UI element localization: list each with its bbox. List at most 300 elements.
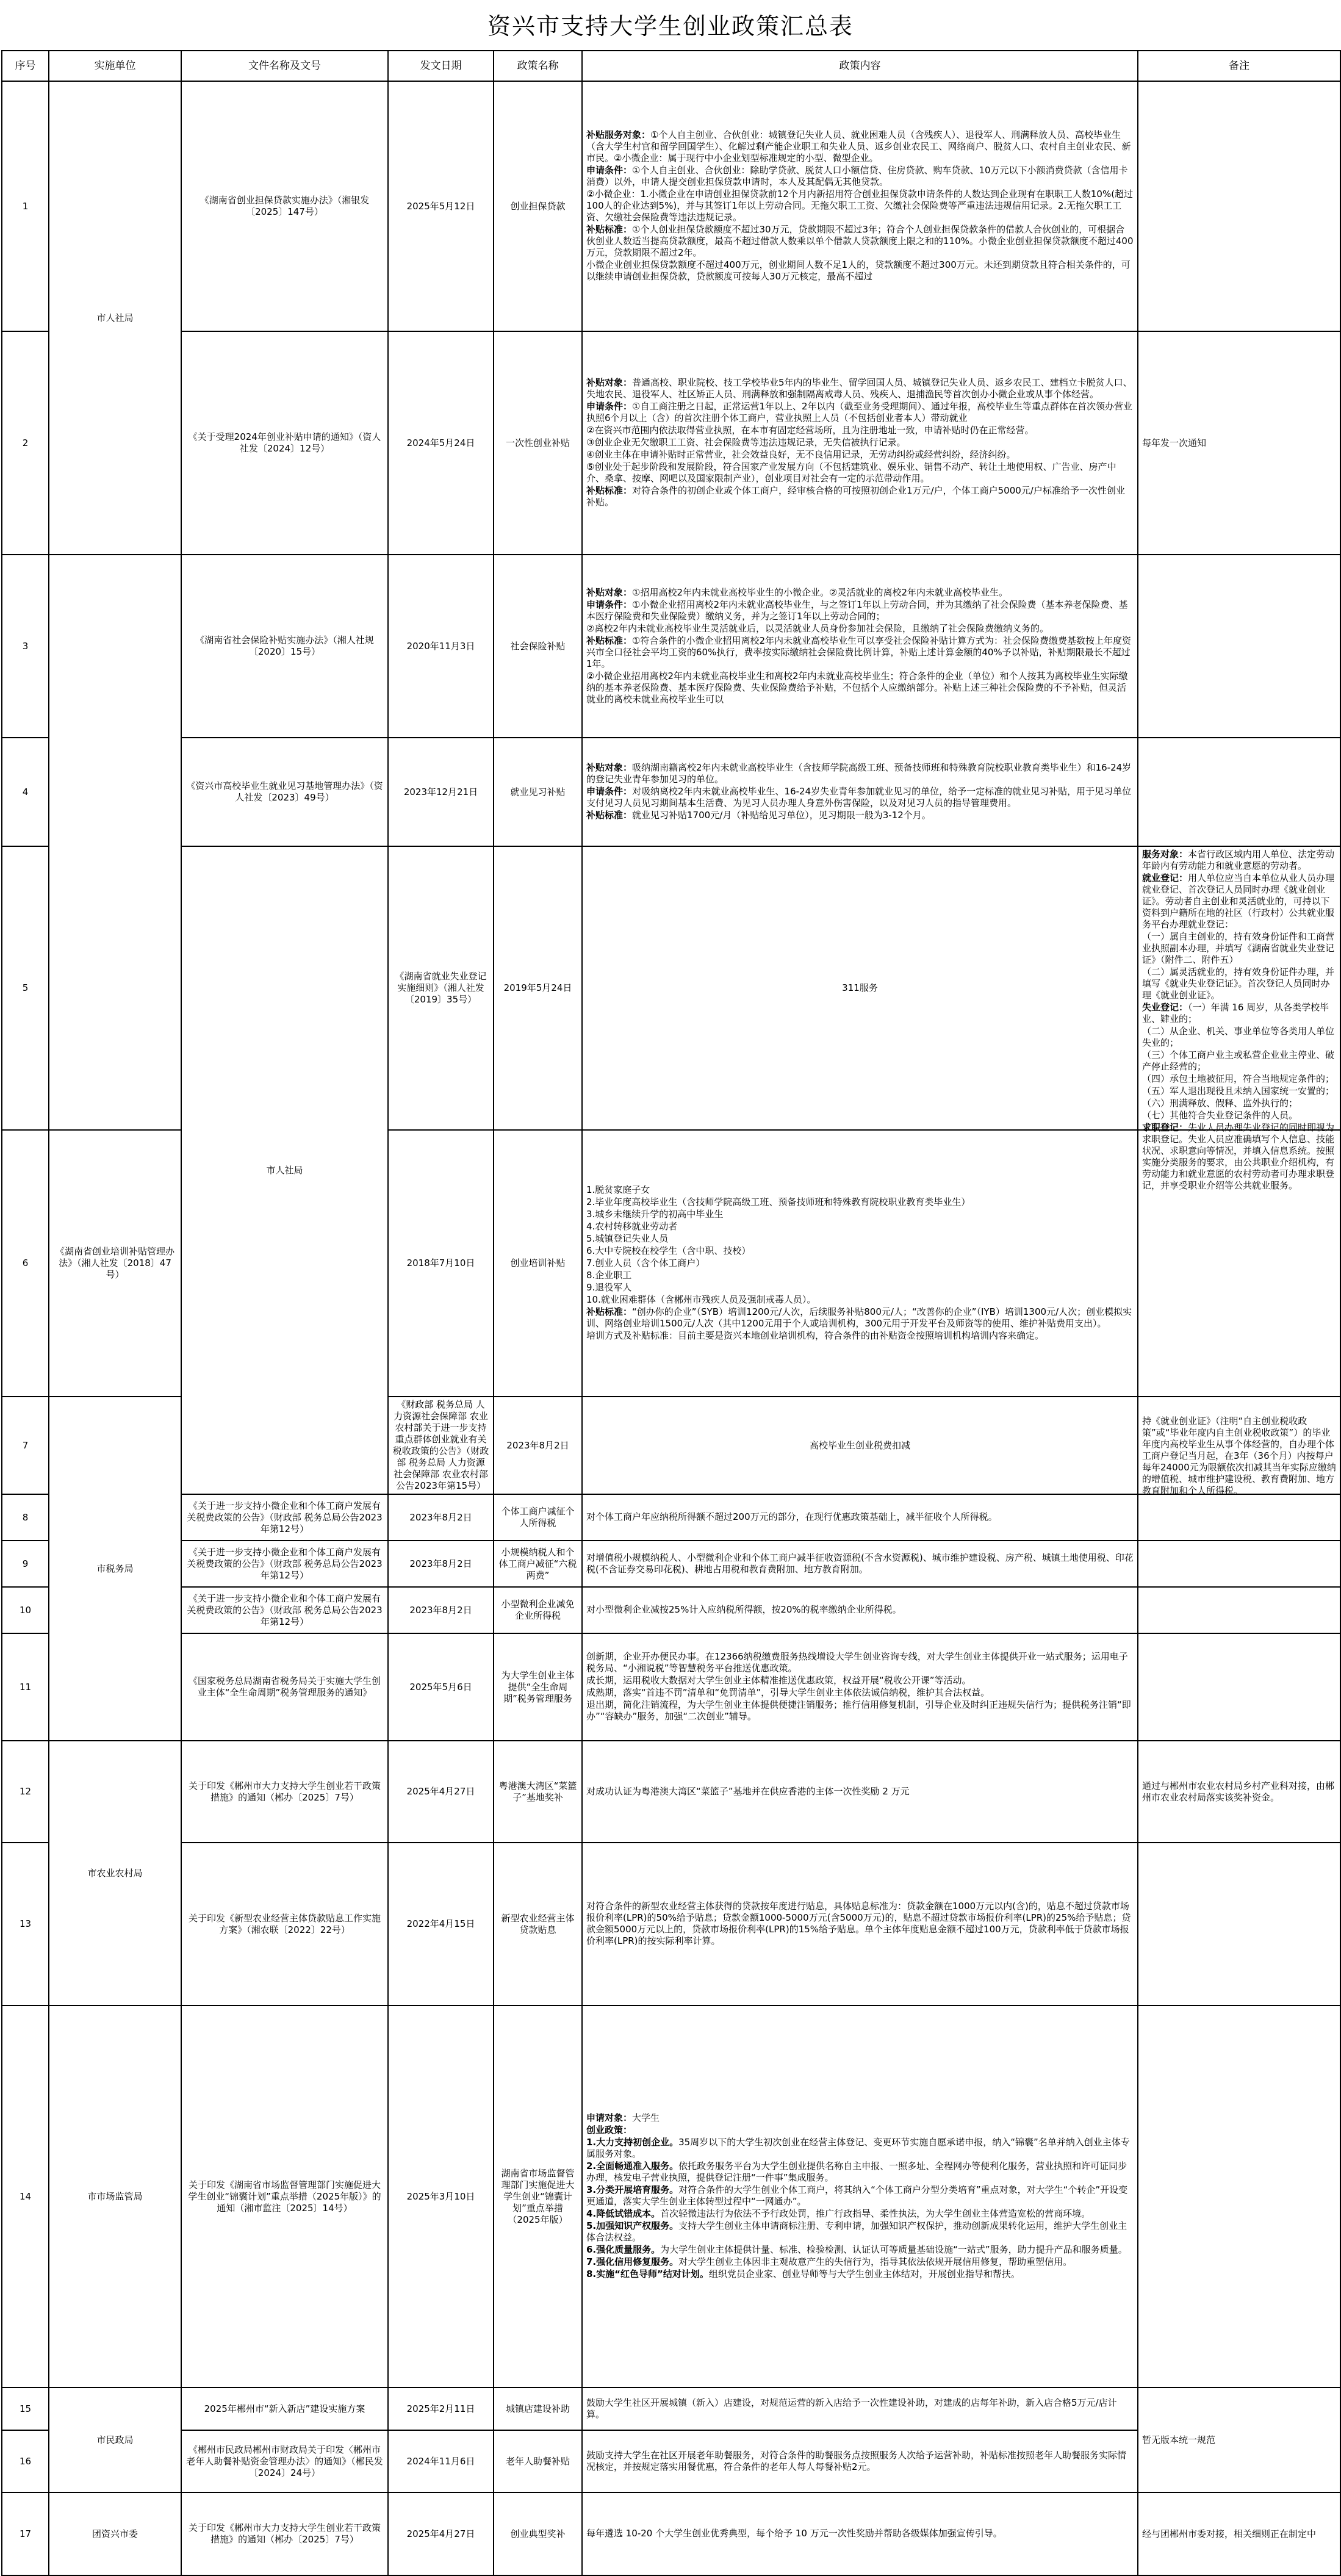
table-row (2, 1587, 1340, 1633)
content-label: 失业登记： (1142, 1002, 1188, 1013)
content-paragraph (1142, 1002, 1336, 1025)
content-text: （七）其他符合失业登记条件的人员。 (1142, 1110, 1298, 1121)
content-paragraph (586, 2528, 1134, 2539)
table-row (2, 738, 1340, 846)
content-text: （一）属自主创业的，持有效身份证件和工商营业执照副本办理，并填写《湖南省就业失业登记证》（附件二、附件五） (1142, 931, 1335, 965)
content-text: 大学生 (632, 2112, 660, 2123)
page-title: 资兴市支持大学生创业政策汇总表 (487, 13, 854, 40)
content-paragraph (586, 1901, 1134, 1947)
table-row (2, 1843, 1340, 2006)
content-paragraph (586, 1257, 1134, 1269)
content-paragraph (1142, 849, 1336, 872)
table-row (2, 2387, 1340, 2430)
content-paragraph (586, 224, 1134, 259)
content-paragraph (1142, 966, 1336, 1001)
cell-no: 3 (2, 555, 49, 738)
content-text: 2.毕业年度高校毕业生（含技师学院高级工班、预备技师班和特殊教育院校职业教育类毕业生） (586, 1196, 971, 1207)
content-label: 申请条件： (586, 165, 633, 176)
cell-no: 11 (2, 1633, 49, 1741)
cell-content (582, 1130, 1138, 1397)
content-block (586, 1651, 1134, 1722)
cell-doc: 《湖南省社会保险补贴实施办法》（湘人社规〔2020〕15号） (181, 555, 388, 738)
cell-policy: 就业见习补贴 (494, 738, 582, 846)
cell-doc: 《郴州市民政局郴州市财政局关于印发〈郴州市老年人助餐补贴资金管理办法〉的通知》（郴民发〔2024〕24号） (181, 2430, 388, 2492)
content-text: 对大学生创业主体因非主观故意产生的失信行为，指导其依法依规开展信用修复，帮助重塑信用。 (678, 2256, 1073, 2267)
content-label: 创业政策： (586, 2124, 633, 2135)
cell-date: 2023年8月2日 (388, 1541, 494, 1587)
content-label: 申请条件： (586, 401, 633, 412)
content-text: ①符合条件的小微企业招用离校2年内未就业高校毕业生可以享受社会保险补贴计算方式为：社会保险费缴费基数按上年度资兴市全口径社会平均工资的60%执行，费率按实际缴纳社会保险费比例计算，补贴上述计算金额的40%予以补贴，补贴期限最长不超过1年。 (586, 635, 1132, 669)
cell-content (582, 1494, 1138, 1541)
content-text: （一）年满 16 周岁，从各类学校毕业、肄业的； (1142, 1002, 1329, 1024)
cell-date: 2024年5月24日 (388, 331, 494, 555)
content-text: 小微企业创业担保贷款额度不超过400万元，创业期间人数不足1人的，贷款额度不超过300万元。未还到期贷款且符合相关条件的，可以继续申请创业担保贷款，贷款额度可按每人30万元核定，最高不超过 (586, 259, 1131, 282)
content-paragraph (1142, 1073, 1336, 1085)
cell-no: 12 (2, 1741, 49, 1843)
header-content: 政策内容 (582, 51, 1138, 81)
content-label: 补贴标准： (586, 635, 633, 646)
cell-unit: 市税务局 (49, 1397, 181, 1741)
cell-no: 2 (2, 331, 49, 555)
content-paragraph (586, 1184, 1134, 1196)
cell-content (582, 738, 1138, 846)
content-text: （二）属灵活就业的，持有效身份证件办理，并填写《就业失业登记证》。首次登记人员同时办理《就业创业证》。 (1142, 966, 1335, 1001)
content-paragraph (586, 587, 1134, 599)
cell-note (1138, 555, 1340, 738)
cell-content (582, 1633, 1138, 1741)
content-paragraph (586, 377, 1134, 400)
cell-date: 2023年12月21日 (388, 738, 494, 846)
cell-note (1138, 1587, 1340, 1633)
content-paragraph (586, 1209, 1134, 1220)
cell-policy: 创业培训补贴 (494, 1130, 582, 1397)
content-paragraph (586, 2220, 1134, 2243)
cell-note (1138, 738, 1340, 846)
cell-unit: 市市场监管局 (49, 2006, 181, 2387)
cell-content (1138, 1397, 1340, 1494)
cell-no: 4 (2, 738, 49, 846)
content-text: （三）个体工商户业主或私营企业业主停业、破产停止经营的； (1142, 1049, 1335, 1072)
cell-unit: 市民政局 (49, 2387, 181, 2492)
cell-no: 1 (2, 81, 49, 331)
content-text: 成熟期，落实“首违不罚”清单和“免罚清单”，引导大学生创业主体依法诚信纳税，维护其合法权益。 (586, 1687, 990, 1698)
content-text: ②小微企业：1.小微企业在申请创业担保贷款前12个月内新招用符合创业担保贷款申请条件的人数达到企业现有在职职工人数10%(超过100人的企业达到5%)，并与其签订1年以上劳动合同。无拖欠职工工资、欠缴社会保险费等严重违法违规信用记录。2.无拖欠职工工资、欠缴社会保险费等违法违规记录。 (586, 189, 1134, 223)
content-text: ①个人创业担保贷款额度不超过30万元，贷款期限不超过3年；符合个人创业担保贷款条件的借款人合伙创业的，可根据合伙创业人数适当提高贷款额度，最高不超过借款人数乘以单个借款人贷款额度上限之和的110%。小微企业创业担保贷款额度不超过400万元，贷款期限不超过2年。 (586, 224, 1134, 258)
cell-doc: 《国家税务总局湖南省税务局关于实施大学生创业主体“全生命周期”税务管理服务的通知》 (181, 1633, 388, 1741)
content-paragraph (586, 1306, 1134, 1329)
content-paragraph (586, 2184, 1134, 2207)
content-text: 吸纳湖南籍离校2年内未就业高校毕业生（含技师学院高级工班、预备技师班和特殊教育院校职业教育类毕业生）和16-24岁的登记失业青年参加见习的单位。 (586, 762, 1132, 785)
cell-date: 2024年11月6日 (388, 2430, 494, 2492)
content-label: 4.降低试错成本。 (586, 2208, 661, 2219)
content-text: 5.城镇登记失业人员 (586, 1233, 669, 1244)
cell-note (1138, 1494, 1340, 1541)
content-paragraph (586, 623, 1134, 635)
cell-date: 2025年5月12日 (388, 81, 494, 331)
table-body (2, 81, 1340, 2575)
cell-unit (49, 555, 181, 1130)
content-text: 培训方式及补贴标准：目前主要是资兴本地创业培训机构，符合条件的由补贴资金按照培训机构培训内容来确定。 (586, 1330, 1044, 1341)
cell-no: 14 (2, 2006, 49, 2387)
content-text: 对符合条件的初创企业或个体工商户，经审核合格的可按照初创企业1万元/户，个体工商户5000元/户标准给予一次性创业补贴。 (586, 485, 1125, 508)
content-paragraph (586, 1330, 1134, 1342)
cell-no: 6 (2, 1130, 49, 1397)
cell-note (1138, 2006, 1340, 2387)
header-date: 发文日期 (388, 51, 494, 81)
content-paragraph (586, 1294, 1134, 1306)
content-label: 申请对象： (586, 2112, 633, 2123)
content-paragraph (1142, 1110, 1336, 1121)
cell-content (582, 2430, 1138, 2492)
cell-policy: 老年人助餐补贴 (494, 2430, 582, 2492)
cell-date: 2025年4月27日 (388, 2492, 494, 2575)
content-text: ①自工商注册之日起，正常运营1年以上、2年以内（截至业务受理期间）、通过年报，高校毕业生等重点群体在首次领办营业执照6个月以上（含）的首次注册个体工商户，营业执照上人员（不包括创业者本人）带动就业 (586, 401, 1133, 423)
cell-date: 2023年8月2日 (388, 1587, 494, 1633)
content-label: 6.强化质量服务。 (586, 2244, 661, 2255)
content-text: 对符合条件的新型农业经营主体获得的贷款按年度进行贴息，具体贴息标准为：贷款金额在1000万元以内(含)的，贴息不超过贷款市场报价利率(LPR)的50%给予贴息；贷款金额1000-5000万元(含5000万元)的，贴息不超过贷款市场报价利率(LPR)的25%给予贴息；贷款金额5000万元以上的，贷款市场报价利率(LPR)的15%给予贴息。单个主体年度贴息金额不超过100万元，贷款利率低于贷款市场报价利率(LPR)的按实际利率计算。 (586, 1901, 1131, 1946)
cell-content (582, 2387, 1138, 2430)
content-paragraph (586, 1270, 1134, 1281)
content-paragraph (586, 1604, 1134, 1616)
content-label: 就业登记： (1142, 872, 1188, 883)
content-paragraph (586, 2160, 1134, 2184)
cell-no: 16 (2, 2430, 49, 2492)
content-block (586, 1552, 1134, 1575)
content-text: 每年遴选 10-20 个大学生创业优秀典型，每个给予 10 万元一次性奖励并帮助各级媒体加强宣传引导。 (586, 2528, 1002, 2539)
cell-note: 通过与郴州市农业农村局乡村产业科对接，由郴州市农业农村局落实该奖补资金。 (1138, 1741, 1340, 1843)
content-block (586, 762, 1134, 821)
content-paragraph (1142, 1098, 1336, 1109)
content-paragraph (586, 1786, 1134, 1797)
content-text: ①招用高校2年内未就业高校毕业生的小微企业。②灵活就业的离校2年内未就业高校毕业生。 (632, 586, 1008, 598)
cell-no: 15 (2, 2387, 49, 2430)
cell-policy: 小规模纳税人和个体工商户减征“六税两费” (494, 1541, 582, 1587)
cell-policy: 湖南省市场监督管理部门实施促进大学生创业“锦囊计划”重点举措（2025年版） (494, 2006, 582, 2387)
content-block (586, 1604, 1134, 1616)
content-text: 9.退役军人 (586, 1282, 632, 1293)
content-paragraph (586, 635, 1134, 670)
content-paragraph (586, 786, 1134, 809)
content-paragraph (1142, 1049, 1336, 1073)
cell-note: 暂无版本统一规范 (1138, 2387, 1340, 2492)
content-text: （二）从企业、机关、事业单位等各类用人单位失业的； (1142, 1026, 1335, 1048)
content-text: 本省行政区域内用人单位、法定劳动年龄内有劳动能力和就业意愿的劳动者。 (1142, 849, 1335, 871)
cell-doc: 关于印发《郴州市大力支持大学生创业若干政策措施》的通知（郴办〔2025〕7号） (181, 2492, 388, 2575)
content-paragraph (586, 2268, 1134, 2280)
content-text: 对个体工商户年应纳税所得额不超过200万元的部分，在现行优惠政策基础上，减半征收个人所得税。 (586, 1511, 998, 1522)
content-label: 补贴对象： (586, 762, 633, 773)
content-label: 申请条件： (586, 599, 633, 610)
content-text: ②小微企业招用离校2年内未就业高校毕业生和离校2年内未就业高校毕业生；符合条件的企业（单位）和个人按其为离校毕业生实际缴纳的基本养老保险费、基本医疗保险费、失业保险费给予补贴，不包括个人应缴纳部分。补贴上述三种社会保险费的不予补贴，但灵活就业的离校未就业高校毕业生可以 (586, 670, 1128, 705)
content-text: ⑤创业处于起步阶段和发展阶段，符合国家产业发展方向（不包括建筑业、娱乐业、销售不动产、转让土地使用权、广告业、房产中介、桑拿、按摩、网吧以及国家限制产业），创业项目对社会有一定的示范带动作用。 (586, 461, 1116, 484)
content-paragraph (586, 2124, 1134, 2136)
content-block (586, 1786, 1134, 1797)
table-row (2, 555, 1340, 738)
content-paragraph (586, 1675, 1134, 1686)
content-text: ①个人自主创业、合伙创业：城镇登记失业人员、就业困难人员（含残疾人）、退役军人、刑满释放人员、高校毕业生（含大学生村官和留学回国学生）、化解过剩产能企业职工和失业人员、返乡创业农民工、网络商户、脱贫人口、农村自主创业农民、新市民。②小微企业：属于现行中小企业划型标准规定的小型、微型企业。 (586, 129, 1131, 164)
content-text: ②离校2年内未就业高校毕业生灵活就业后，以灵活就业人员身份参加社会保险，且缴纳了社会保险费缴纳义务的。 (586, 622, 1049, 634)
content-label: 1.大力支持初创企业。 (586, 2137, 679, 2148)
cell-no: 5 (2, 846, 49, 1130)
content-paragraph (586, 461, 1134, 484)
cell-content (582, 555, 1138, 738)
cell-content (582, 2006, 1138, 2387)
cell-note (1138, 1541, 1340, 1587)
content-paragraph (1142, 931, 1336, 966)
cell-note: 每年发一次通知 (1138, 331, 1340, 555)
content-block (1142, 1416, 1336, 1496)
content-label: 服务对象： (1142, 849, 1188, 860)
table-row (2, 2006, 1340, 2387)
cell-no: 10 (2, 1587, 49, 1633)
cell-doc: 《湖南省创业担保贷款实施办法》（湘银发〔2025〕147号） (181, 81, 388, 331)
content-text: 1.脱贫家庭子女 (586, 1184, 650, 1195)
content-label: 补贴对象： (586, 377, 633, 388)
content-text: 为大学生创业主体提供计量、标准、检验检测、认证认可等质量基础设施“一站式”服务，助力提升产品和服务质量。 (660, 2244, 1127, 2255)
content-paragraph (586, 2137, 1134, 2160)
content-block (586, 2112, 1134, 2280)
table-row (2, 1494, 1340, 1541)
content-label: 7.强化信用修复服务。 (586, 2256, 679, 2267)
content-text: （五）军人退出现役且未纳入国家统一安置的； (1142, 1085, 1335, 1096)
content-text: 退出期，简化注销流程，为大学生创业主体提供便捷注销服务；推行信用修复机制，引导企业及时纠正违规失信行为；提供税务注销“即办”“容缺办”服务，加强“二次创业”辅导。 (586, 1699, 1131, 1722)
cell-note (1138, 81, 1340, 331)
content-text: ①个人自主创业、合伙创业：除助学贷款、脱贫人口小额信贷、住房贷款、购车贷款、10万元以下小额消费贷款（含信用卡消费）以外，申请人提交创业担保贷款申请时，本人及其配偶无其他贷款。 (586, 165, 1128, 187)
table-row (2, 846, 1340, 1130)
content-label: 申请条件： (586, 786, 633, 797)
cell-date: 2020年11月3日 (388, 555, 494, 738)
cell-unit: 团资兴市委 (49, 2492, 181, 2575)
table-row (2, 81, 1340, 331)
cell-policy: 粤港澳大湾区“菜篮子”基地奖补 (494, 1741, 582, 1843)
content-paragraph (586, 2256, 1134, 2268)
content-label: 补贴服务对象： (586, 129, 651, 140)
content-paragraph (586, 762, 1134, 785)
cell-date: 2025年3月10日 (388, 2006, 494, 2387)
content-paragraph (586, 485, 1134, 508)
cell-doc: 关于印发《新型农业经营主体贷款贴息工作实施方案》（湘农联〔2022〕22号） (181, 1843, 388, 2006)
table-header-row (2, 51, 1340, 81)
cell-note (1138, 1843, 1340, 2006)
header-policy: 政策名称 (494, 51, 582, 81)
cell-content (582, 1587, 1138, 1633)
cell-unit: 市人社局 (49, 81, 181, 555)
content-block (586, 2397, 1134, 2420)
content-paragraph (586, 1651, 1134, 1674)
content-label: 求职登记： (1142, 1122, 1188, 1133)
content-text: （四）承包土地被征用，符合当地规定条件的； (1142, 1073, 1335, 1084)
content-paragraph (586, 129, 1134, 164)
content-text: （六）刑满释放、假释、监外执行的； (1142, 1098, 1298, 1109)
cell-content (582, 2492, 1138, 2575)
content-paragraph (586, 599, 1134, 622)
cell-doc: 《湖南省创业培训补贴管理办法》（湘人社发〔2018〕47号） (49, 1130, 181, 1397)
cell-doc: 《关于进一步支持小微企业和个体工商户发展有关税费政策的公告》（财政部 税务总局公告2023年第12号） (181, 1587, 388, 1633)
content-paragraph (586, 165, 1134, 188)
content-text: 就业见习补贴1700元/月（补贴给见习单位），见习期限一般为3-12个月。 (632, 810, 931, 821)
content-text: ③创业企业无欠缴职工工资、社会保险费等违法违规记录，无失信被执行记录。 (586, 437, 906, 448)
content-text: 组织党员企业家、创业导师等与大学生创业主体结对，开展创业指导和帮扶。 (708, 2268, 1020, 2279)
content-paragraph (586, 1196, 1134, 1208)
cell-policy: 社会保险补贴 (494, 555, 582, 738)
content-text: 首次轻微违法行为依法不予行政处罚，推广行政指导、柔性执法，为大学生创业主体营造宽松的营商环境。 (660, 2208, 1091, 2219)
content-paragraph (586, 401, 1134, 424)
content-paragraph (586, 810, 1134, 821)
content-block (586, 129, 1134, 282)
content-text: 对成功认证为粤港澳大湾区“菜篮子”基地并在供应香港的主体一次性奖励 2 万元 (586, 1785, 910, 1797)
content-paragraph (586, 2450, 1134, 2473)
content-text: 3.城乡未继续升学的初高中毕业生 (586, 1209, 724, 1220)
content-label: 补贴标准： (586, 810, 633, 821)
cell-note (1138, 1633, 1340, 1741)
cell-doc: 关于印发《湖南省市场监督管理部门实施促进大学生创业“锦囊计划”重点举措（2025年版）》的通知（湘市监注〔2025〕14号） (181, 2006, 388, 2387)
content-text: 对小型微利企业减按25%计入应纳税所得额，按20%的税率缴纳企业所得税。 (586, 1604, 902, 1615)
content-paragraph (586, 1282, 1134, 1293)
content-paragraph (586, 1687, 1134, 1699)
content-text: 对吸纳离校2年内未就业高校毕业生、16-24岁失业青年参加就业见习的单位，给予一定标准的就业见习补贴，用于见习单位支付见习人员见习期间基本生活费、为见习人员办理人身意外伤害保险，以及对见习人员的指导管理费用。 (586, 786, 1132, 808)
content-paragraph (586, 1245, 1134, 1257)
content-text: “创办你的企业”（SYB）培训1200元/人次，后续服务补贴800元/人；“改善你的企业”（IYB）培训1300元/人次；创业模拟实训、网络创业培训1500元/人次（其中1200元用于个人或培训机构，300元用于开发平台及师资等的使用、维护补贴费用支出）。 (586, 1306, 1132, 1329)
cell-doc: 《关于进一步支持小微企业和个体工商户发展有关税费政策的公告》（财政部 税务总局公告2023年第12号） (181, 1541, 388, 1587)
header-note: 备注 (1138, 51, 1340, 81)
cell-content (582, 1741, 1138, 1843)
content-paragraph (586, 2397, 1134, 2420)
content-paragraph (586, 1221, 1134, 1232)
cell-date: 2025年2月11日 (388, 2387, 494, 2430)
content-label: 补贴对象： (586, 586, 633, 598)
content-text: 依托政务服务平台为大学生创业提供名称自主申报、一照多址、全程网办等便利化服务，营业执照和许可证同步办理，核发电子营业执照，提供登记注册“一件事”集成服务。 (586, 2160, 1127, 2183)
cell-content (1138, 846, 1340, 1191)
cell-date: 2025年4月27日 (388, 1741, 494, 1843)
content-text: 鼓励支持大学生在社区开展老年助餐服务，对符合条件的助餐服务点按照服务人次给予运营补助，补贴标准按照老年人助餐服务实际情况核定，并按规定落实用餐优惠，符合条件的老年人每人每餐补贴2元。 (586, 2449, 1127, 2472)
content-paragraph (1142, 1085, 1336, 1097)
cell-policy: 创业担保贷款 (494, 81, 582, 331)
content-block (586, 1184, 1134, 1342)
content-paragraph (586, 437, 1134, 448)
cell-doc: 《关于受理2024年创业补贴申请的通知》（资人社发〔2024〕12号） (181, 331, 388, 555)
content-block (586, 587, 1134, 705)
content-paragraph (586, 671, 1134, 705)
cell-no: 13 (2, 1843, 49, 2006)
content-text: ②在资兴市范围内依法取得营业执照，在本市有固定经营场所，且为注册地址一致，申请补贴时仍在正常经营。 (586, 425, 1034, 436)
content-paragraph (586, 1552, 1134, 1575)
content-paragraph (1142, 1416, 1336, 1497)
content-paragraph (586, 1699, 1134, 1722)
cell-date: 2025年5月6日 (388, 1633, 494, 1741)
content-paragraph (586, 2112, 1134, 2124)
cell-date: 2018年7月10日 (388, 1130, 494, 1397)
content-text: 6.大中专院校在校学生（含中职、技校） (586, 1245, 751, 1256)
cell-content (582, 1843, 1138, 2006)
cell-date: 2023年8月2日 (494, 1397, 582, 1494)
content-label: 补贴标准： (586, 485, 633, 496)
cell-doc: 2025年郴州市“新入新店”建设实施方案 (181, 2387, 388, 2430)
content-paragraph (1142, 872, 1336, 930)
cell-unit: 市农业农村局 (49, 1741, 181, 2006)
content-text: 创新期，企业开办便民办事。在12366纳税缴费服务热线增设大学生创业咨询专线，对大学生创业主体提供开业一站式服务；运用电子税务局、“小湘说税”等智慧税务平台推送优惠政策。 (586, 1651, 1128, 1674)
content-text: 4.农村转移就业劳动者 (586, 1221, 678, 1232)
table-row (2, 1741, 1340, 1843)
content-text: 对增值税小规模纳税人、小型微利企业和个体工商户减半征收资源税(不含水资源税)、城市维护建设税、房产税、城镇土地使用税、印花税(不含证券交易印花税)、耕地占用税和教育费附加、地方教育附加。 (586, 1552, 1134, 1575)
table-row (2, 331, 1340, 555)
cell-doc: 《资兴市高校毕业生就业见习基地管理办法》（资人社发〔2023〕49号） (181, 738, 388, 846)
cell-doc: 《湖南省就业失业登记实施细则》（湘人社发〔2019〕35号） (388, 846, 494, 1130)
content-text: 持《就业创业证》（注明“自主创业税收政策”或“毕业年度内自主创业税收政策”）的毕业年度内高校毕业生从事个体经营的，自办理个体工商户登记当月起，在3年（36个月）内按每户每年24000元为限额依次扣减其当年实际应缴纳的增值税、城市维护建设税、教育费附加、地方教育附加和个人所得税。 (1142, 1416, 1336, 1496)
content-block (1142, 849, 1336, 1191)
cell-policy: 城镇店建设补助 (494, 2387, 582, 2430)
cell-no: 7 (2, 1397, 49, 1494)
cell-date: 2022年4月15日 (388, 1843, 494, 2006)
content-text: ①小微企业招用离校2年内未就业高校毕业生，与之签订1年以上劳动合同，并为其缴纳了社会保险费（基本养老保险费、基本医疗保险费和失业保险费）缴纳义务，并为之签订1年以上劳动合同的； (586, 599, 1128, 622)
cell-doc: 关于印发《郴州市大力支持大学生创业若干政策措施》的通知（郴办〔2025〕7号） (181, 1741, 388, 1843)
content-label: 补贴标准： (586, 224, 633, 235)
content-text: 10.就业困难群体（含郴州市残疾人员及强制戒毒人员）。 (586, 1294, 816, 1305)
content-text: 35周岁以下的大学生初次创业在经营主体登记、变更环节实施自愿承诺申报，纳入“锦囊”名单并纳入创业主体专属服务对象。 (586, 2137, 1130, 2159)
cell-policy: 新型农业经营主体贷款贴息 (494, 1843, 582, 2006)
content-paragraph (1142, 1026, 1336, 1049)
content-text: 成长期，运用税收大数据对大学生创业主体精准推送优惠政策，权益开展“税收公开课”等活动。 (586, 1675, 971, 1686)
cell-policy: 311服务 (582, 846, 1138, 1130)
content-text: 支持大学生创业主体申请商标注册、专利申请，加强知识产权保护，推动创新成果转化运用，维护大学生创业主体合法权益。 (586, 2220, 1127, 2243)
cell-note: 经与团郴州市委对接，相关细则正在制定中 (1138, 2492, 1340, 2575)
cell-policy: 一次性创业补贴 (494, 331, 582, 555)
cell-content (582, 331, 1138, 555)
content-label: 5.加强知识产权服务。 (586, 2220, 679, 2231)
cell-date: 2019年5月24日 (494, 846, 582, 1130)
cell-date: 2023年8月2日 (388, 1494, 494, 1541)
content-text: 失业人员办理失业登记的同时即视为求职登记。失业人员应准确填写个人信息、技能状况、求职意向等情况，并填入信息系统。按照实施分类服务的要求，由公共职业介绍机构，有劳动能力和就业意愿的农村劳动者可办理求职登记，并享受职业介绍等公共就业服务。 (1142, 1122, 1335, 1191)
content-text: 对符合条件的大学生创业个体工商户，将其纳入“个体工商户分型分类培育”重点对象，对大学生“个转企”开设变更通道，落实大学生创业主体转型过程中“一网通办”。 (586, 2184, 1128, 2207)
content-block (586, 1901, 1134, 1947)
header-unit: 实施单位 (49, 51, 181, 81)
cell-content (582, 81, 1138, 331)
header-doc: 文件名称及文号 (181, 51, 388, 81)
cell-content (582, 1541, 1138, 1587)
content-text: 7.创业人员（含个体工商户） (586, 1257, 705, 1268)
header-no: 序号 (2, 51, 49, 81)
content-text: 用人单位应当自本单位从业人员办理就业登记、首次登记人员同时办理《就业创业证》。劳动者自主创业和灵活就业的，可持以下资料到户籍所在地的社区（行政村）公共就业服务平台办理就业登记： (1142, 872, 1335, 930)
content-paragraph (586, 449, 1134, 461)
cell-no: 17 (2, 2492, 49, 2575)
content-paragraph (586, 2244, 1134, 2256)
cell-no: 9 (2, 1541, 49, 1587)
table-row (2, 2492, 1340, 2575)
content-paragraph (586, 1233, 1134, 1245)
table-row (2, 1541, 1340, 1587)
cell-doc: 《财政部 税务总局 人力资源社会保障部 农业农村部关于进一步支持重点群体创业就业有关税收政策的公告》（财政部 税务总局 人力资源社会保障部 农业农村部公告2023年第15号） (388, 1397, 494, 1494)
content-text: ④创业主体在申请补贴时正常营业，社会效益良好，无不良信用记录，无劳动纠纷或经营纠纷，经济纠纷。 (586, 449, 1016, 460)
content-paragraph (586, 259, 1134, 282)
cell-policy: 高校毕业生创业税费扣减 (582, 1397, 1138, 1494)
content-label: 2.全面畅通准入服务。 (586, 2160, 679, 2171)
content-paragraph (586, 2208, 1134, 2220)
content-text: 8.企业职工 (586, 1270, 632, 1281)
cell-policy: 小型微利企业减免企业所得税 (494, 1587, 582, 1633)
cell-policy: 个体工商户减征个人所得税 (494, 1494, 582, 1541)
content-paragraph (586, 1511, 1134, 1523)
content-label: 8.实施“红色导师”结对计划。 (586, 2268, 709, 2279)
table-row (2, 1633, 1340, 1741)
content-block (586, 2450, 1134, 2473)
content-block (586, 2528, 1134, 2539)
content-text: 普通高校、职业院校、技工学校毕业5年内的毕业生、留学回国人员、城镇登记失业人员、返乡农民工、建档立卡脱贫人口、失地农民、退役军人、社区矫正人员、刑满释放和强制隔离戒毒人员、残疾人、退捕渔民等首次创办小微企业或从事个体经营。 (586, 377, 1132, 400)
cell-no: 8 (2, 1494, 49, 1541)
content-paragraph (586, 189, 1134, 223)
content-paragraph (586, 425, 1134, 436)
content-label: 3.分类开展培育服务。 (586, 2184, 679, 2195)
cell-unit: 市人社局 (181, 846, 388, 1494)
cell-policy: 为大学生创业主体提供“全生命周期”税务管理服务 (494, 1633, 582, 1741)
